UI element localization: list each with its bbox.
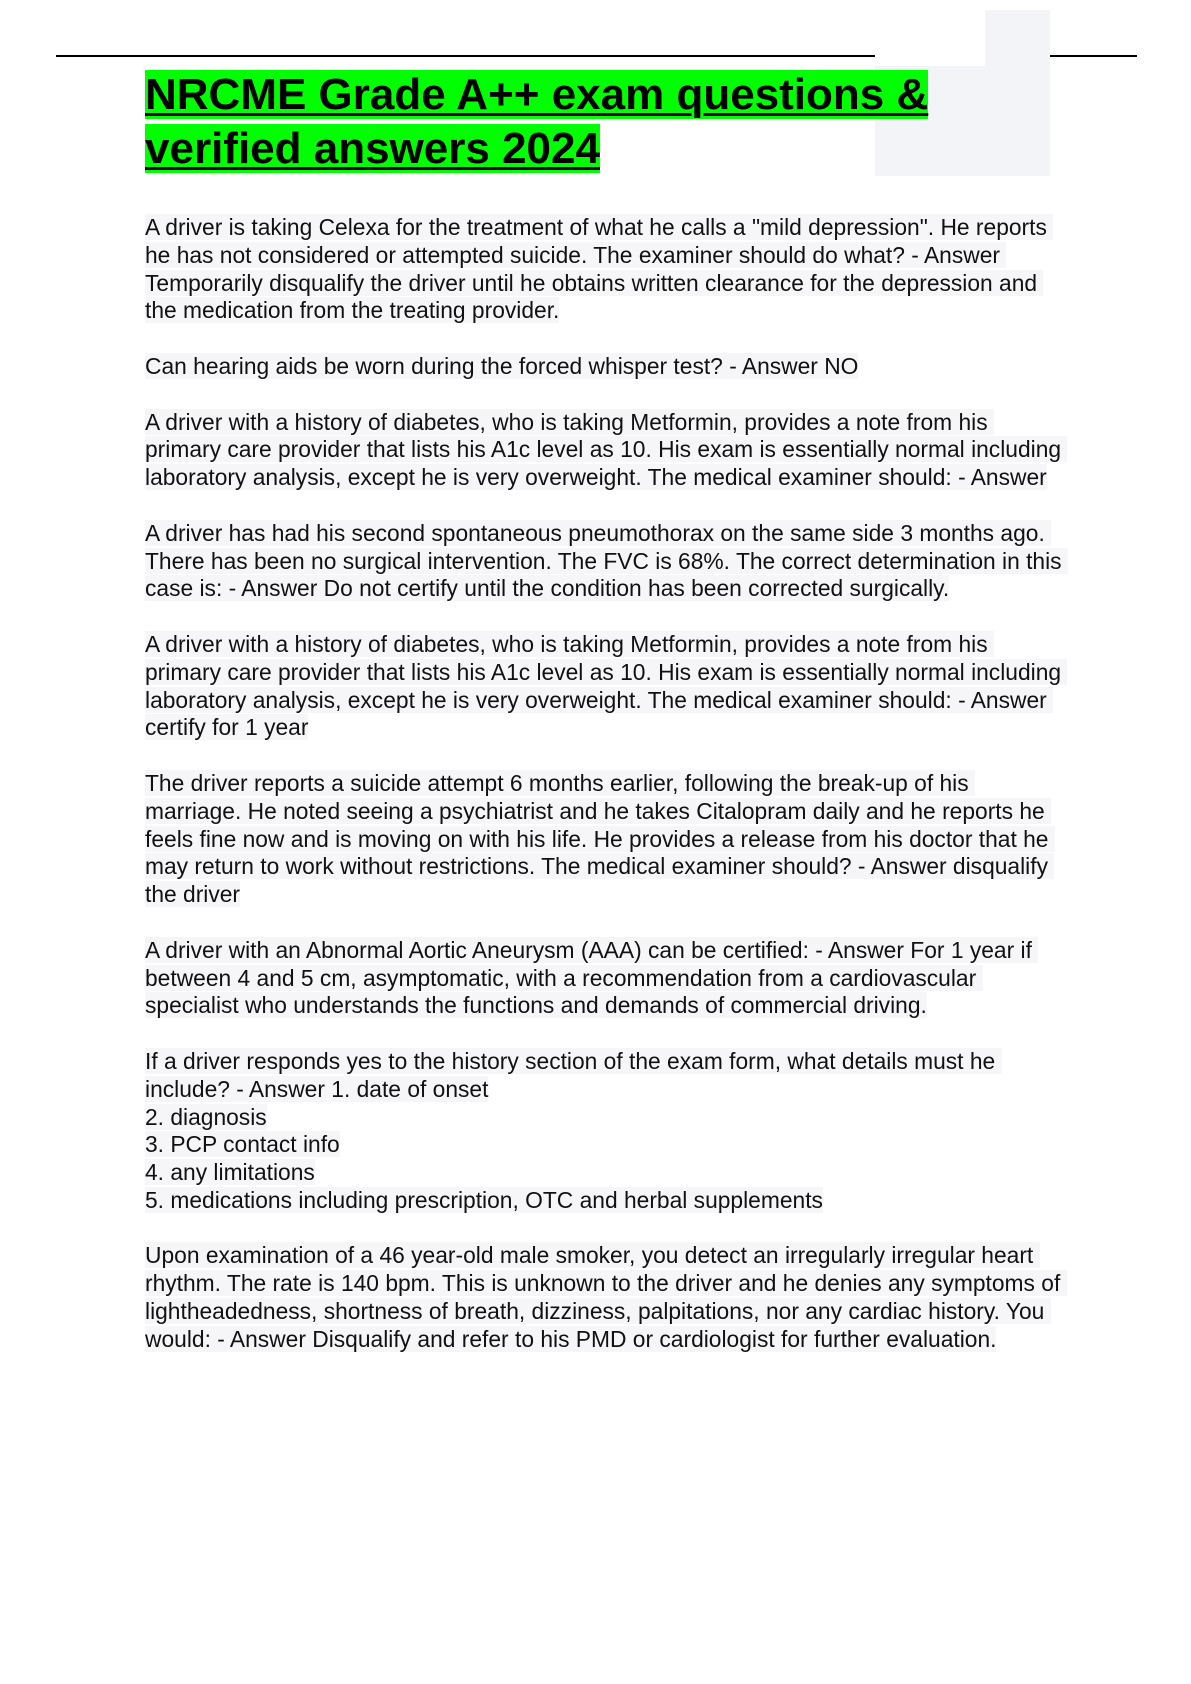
qa-text: Upon examination of a 46 year-old male smoker, you detect an irregularly irregular heart rhythm. The rate is 140 bpm. This is unknown to the driver and he denies any symptoms of lightheadedness, shortness of breath, dizziness, palpitations, nor any cardiac history. You would: - Answer Disqualify and refer to his PMD or cardiologist for further evaluation.	[145, 1242, 1067, 1352]
qa-item	[145, 408, 1068, 492]
document-body	[145, 214, 1068, 1381]
qa-item	[145, 770, 1065, 909]
qa-item	[145, 353, 1065, 381]
qa-text: A driver with an Abnormal Aortic Aneurysm (AAA) can be certified: - Answer For 1 year if between 4 and 5 cm, asymptomatic, with a recommendation from a cardiovascular specialist who understands the functions and demands of commercial driving.	[145, 936, 1039, 1019]
qa-item	[145, 1242, 1065, 1353]
qa-text: Can hearing aids be worn during the forced whisper test? - Answer NO	[145, 352, 859, 379]
qa-text: A driver with a history of diabetes, who is taking Metformin, provides a note from his primary care provider that lists his A1c level as 10. His exam is essentially normal including laboratory analysis, except he is very overweight. The medical examiner should: - Answer	[145, 408, 1068, 491]
qa-text: A driver has had his second spontaneous pneumothorax on the same side 3 months ago. There has been no surgical intervention. The FVC is 68%. The correct determination in this case is: - Answer Do not certify until the condition has been corrected surgically.	[145, 519, 1068, 602]
page-title	[145, 68, 1045, 176]
qa-item	[145, 1048, 1065, 1215]
qa-text: If a driver responds yes to the history section of the exam form, what details must he include? - Answer 1. date of onset 2. diagnosis 3. PCP contact info 4. any limitations 5. medications including prescription, OTC and herbal supplements	[145, 1048, 1002, 1213]
qa-item	[145, 214, 1065, 325]
qa-item	[145, 519, 1068, 603]
title-line-1: NRCME Grade A++ exam questions &	[145, 70, 929, 119]
qa-text: The driver reports a suicide attempt 6 months earlier, following the break-up of his marriage. He noted seeing a psychiatrist and he takes Citalopram daily and he reports he feels fine now and is moving on with his life. He provides a release from his doctor that he may return to work without restrictions. The medical examiner should? - Answer disqualify the driver	[145, 769, 1055, 908]
qa-text: A driver is taking Celexa for the treatment of what he calls a "mild depression". He reports he has not considered or attempted suicide. The examiner should do what? - Answer Temporarily disqualify the driver until he obtains written clearance for the depression and the medication from the treating provider.	[145, 214, 1054, 324]
qa-item	[145, 937, 1065, 1020]
qa-text: A driver with a history of diabetes, who is taking Metformin, provides a note from his primary care provider that lists his A1c level as 10. His exam is essentially normal including laboratory analysis, except he is very overweight. The medical examiner should: - Answer certify for 1 year	[145, 630, 1068, 741]
title-line-2: verified answers 2024	[145, 124, 600, 173]
qa-item	[145, 630, 1068, 742]
